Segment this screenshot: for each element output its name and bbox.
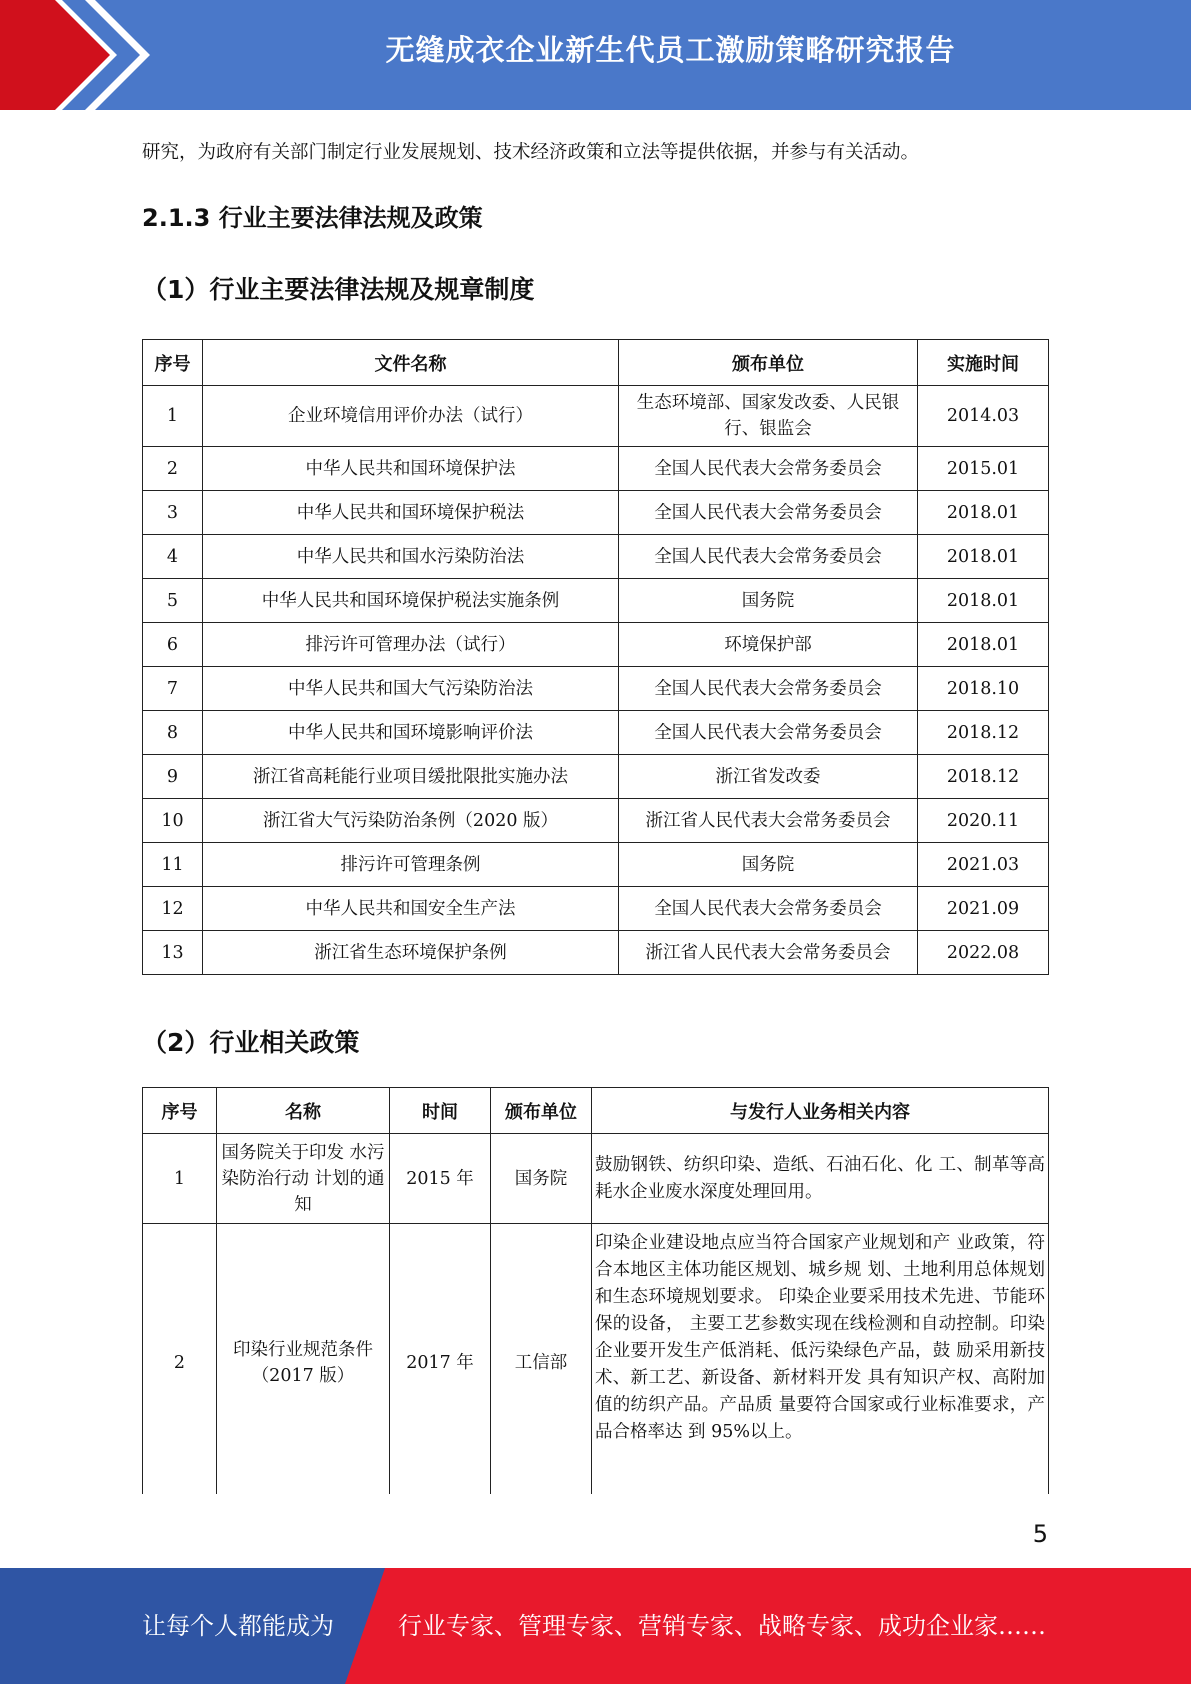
column-header-index: 序号: [143, 1088, 217, 1134]
column-header-issuer: 颁布单位: [619, 340, 918, 386]
related-content: 鼓励钢铁、纺织印染、造纸、石油石化、化 工、制革等高耗水企业废水深度处理回用。: [592, 1134, 1049, 1224]
page-footer: [0, 1568, 1191, 1684]
row-index: 13: [143, 931, 203, 975]
table-row: [143, 1134, 1049, 1224]
document-name: 中华人民共和国环境影响评价法: [203, 711, 619, 755]
document-name: 中华人民共和国环境保护税法: [203, 491, 619, 535]
row-index: 9: [143, 755, 203, 799]
issuer: 全国人民代表大会常务委员会: [619, 447, 918, 491]
policy-name: 印染行业规范条件（2017 版）: [217, 1224, 390, 1503]
issuer: 国务院: [619, 579, 918, 623]
footer-slogan-left: 让每个人都能成为: [142, 1612, 334, 1640]
issuer: 全国人民代表大会常务委员会: [619, 535, 918, 579]
table-continuation-mask: [140, 1494, 1052, 1504]
table-row: [143, 711, 1049, 755]
issuer: 全国人民代表大会常务委员会: [619, 711, 918, 755]
document-name: 浙江省大气污染防治条例（2020 版）: [203, 799, 619, 843]
header-arrow-decoration: [0, 0, 150, 110]
table-row: [143, 535, 1049, 579]
effective-date: 2018.01: [918, 535, 1049, 579]
effective-date: 2018.01: [918, 491, 1049, 535]
subsection-heading-policies: （2）行业相关政策: [142, 1028, 360, 1057]
table-row: [143, 887, 1049, 931]
document-name: 中华人民共和国水污染防治法: [203, 535, 619, 579]
table-row: [143, 623, 1049, 667]
table-header-row: [143, 340, 1049, 386]
policy-time: 2015 年: [390, 1134, 491, 1224]
effective-date: 2021.03: [918, 843, 1049, 887]
row-index: 2: [143, 447, 203, 491]
effective-date: 2021.09: [918, 887, 1049, 931]
effective-date: 2018.12: [918, 711, 1049, 755]
table-row: [143, 755, 1049, 799]
page-header: [0, 0, 1191, 110]
laws-table: [142, 339, 1049, 975]
row-index: 1: [143, 386, 203, 447]
row-index: 6: [143, 623, 203, 667]
effective-date: 2015.01: [918, 447, 1049, 491]
issuer: 全国人民代表大会常务委员会: [619, 887, 918, 931]
page-number: 5: [1032, 1520, 1048, 1548]
column-header-name: 名称: [217, 1088, 390, 1134]
row-index: 5: [143, 579, 203, 623]
table-row: [143, 447, 1049, 491]
row-index: 10: [143, 799, 203, 843]
effective-date: 2020.11: [918, 799, 1049, 843]
issuer: 国务院: [491, 1134, 592, 1224]
effective-date: 2018.10: [918, 667, 1049, 711]
issuer: 浙江省人民代表大会常务委员会: [619, 799, 918, 843]
related-content: 印染企业建设地点应当符合国家产业规划和产 业政策，符合本地区主体功能区规划、城乡规 划、土地利用总体规划和生态环境规划要求。 印染企业要采用技术先进、节能环保的设备， 主要工艺参数实现在线检测和自动控制。印染 企业要开发生产低消耗、低污染绿色产品，鼓 励采用新技术、新工艺、新设备、新材料开发 具有知识产权、高附加值的纺织产品。产品质 量要符合国家或行业标准要求，产品合格率达 到 95%以上。: [592, 1224, 1049, 1503]
column-header-index: 序号: [143, 340, 203, 386]
document-name: 排污许可管理条例: [203, 843, 619, 887]
policies-table: [142, 1087, 1049, 1503]
section-heading: 2.1.3 行业主要法律法规及政策: [142, 204, 483, 232]
column-header-effective-date: 实施时间: [918, 340, 1049, 386]
document-name: 浙江省生态环境保护条例: [203, 931, 619, 975]
document-name: 中华人民共和国大气污染防治法: [203, 667, 619, 711]
column-header-issuer: 颁布单位: [491, 1088, 592, 1134]
row-index: 12: [143, 887, 203, 931]
document-name: 企业环境信用评价办法（试行）: [203, 386, 619, 447]
issuer: 工信部: [491, 1224, 592, 1503]
report-title: 无缝成衣企业新生代员工激励策略研究报告: [385, 33, 956, 67]
issuer: 全国人民代表大会常务委员会: [619, 491, 918, 535]
intro-paragraph: 研究，为政府有关部门制定行业发展规划、技术经济政策和立法等提供依据，并参与有关活动。: [142, 142, 920, 163]
table-row: [143, 491, 1049, 535]
issuer: 环境保护部: [619, 623, 918, 667]
effective-date: 2022.08: [918, 931, 1049, 975]
table-row: [143, 579, 1049, 623]
issuer: 国务院: [619, 843, 918, 887]
document-name: 中华人民共和国环境保护税法实施条例: [203, 579, 619, 623]
issuer: 全国人民代表大会常务委员会: [619, 667, 918, 711]
row-index: 4: [143, 535, 203, 579]
row-index: 8: [143, 711, 203, 755]
table-header-row: [143, 1088, 1049, 1134]
table-row: [143, 1224, 1049, 1503]
table-row: [143, 386, 1049, 447]
document-name: 浙江省高耗能行业项目缓批限批实施办法: [203, 755, 619, 799]
issuer: 生态环境部、国家发改委、人民银行、银监会: [619, 386, 918, 447]
footer-slogan-right: 行业专家、管理专家、营销专家、战略专家、成功企业家……: [398, 1612, 1046, 1640]
table-row: [143, 843, 1049, 887]
row-index: 11: [143, 843, 203, 887]
document-name: 中华人民共和国安全生产法: [203, 887, 619, 931]
effective-date: 2018.01: [918, 579, 1049, 623]
effective-date: 2018.01: [918, 623, 1049, 667]
table-row: [143, 931, 1049, 975]
policy-time: 2017 年: [390, 1224, 491, 1503]
column-header-time: 时间: [390, 1088, 491, 1134]
issuer: 浙江省人民代表大会常务委员会: [619, 931, 918, 975]
column-header-related-content: 与发行人业务相关内容: [592, 1088, 1049, 1134]
document-name: 中华人民共和国环境保护法: [203, 447, 619, 491]
row-index: 2: [143, 1224, 217, 1503]
row-index: 1: [143, 1134, 217, 1224]
table-row: [143, 667, 1049, 711]
subsection-heading-laws: （1）行业主要法律法规及规章制度: [142, 275, 535, 304]
effective-date: 2014.03: [918, 386, 1049, 447]
table-row: [143, 799, 1049, 843]
row-index: 3: [143, 491, 203, 535]
document-name: 排污许可管理办法（试行）: [203, 623, 619, 667]
column-header-document-name: 文件名称: [203, 340, 619, 386]
effective-date: 2018.12: [918, 755, 1049, 799]
policy-name: 国务院关于印发 水污染防治行动 计划的通知: [217, 1134, 390, 1224]
row-index: 7: [143, 667, 203, 711]
issuer: 浙江省发改委: [619, 755, 918, 799]
